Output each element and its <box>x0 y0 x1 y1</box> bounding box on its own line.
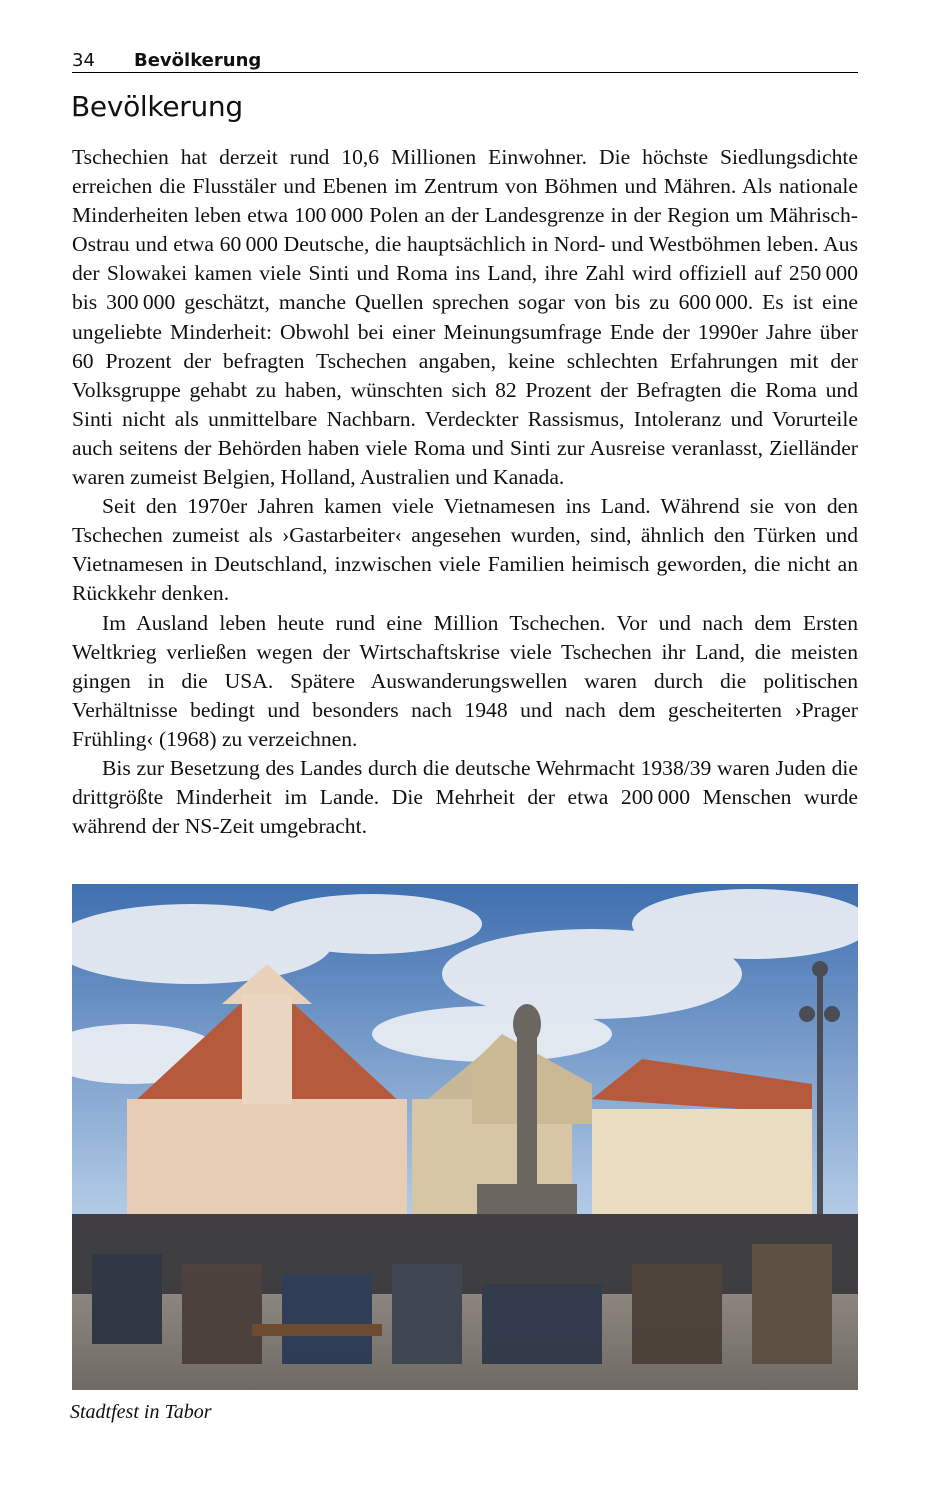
section-title: Bevölkerung <box>134 50 262 71</box>
paragraph: Im Ausland leben heute rund eine Million Tschechen. Vor und nach dem Ersten Weltkrieg verließen wegen der Wirtschaftskrise viele Tschechen ihr Land, die meisten gingen in die USA. Spätere Auswanderungswellen waren durch die politischen Verhältnisse bedingt und besonders nach 1948 und nach dem gescheiterten ›Prager Frühling‹ (1968) zu verzeichnen. <box>72 610 858 751</box>
paragraph: Bis zur Besetzung des Landes durch die deutsche Wehrmacht 1938/39 waren Juden die drittgrößte Minderheit im Lande. Die Mehrheit der etwa 200 000 Menschen wurde während der NS-Zeit umgebracht. <box>72 755 858 839</box>
chapter-heading: Bevölkerung <box>71 90 243 123</box>
paragraph: Seit den 1970er Jahren kamen viele Vietnamesen ins Land. Während sie von den Tschechen zumeist als ›Gastarbeiter‹ angesehen wurden, sind, ähnlich den Türken und Vietnamesen in Deutschland, inzwischen viele Familien heimisch geworden, die nicht an Rückkehr denken. <box>72 494 858 606</box>
running-header <box>72 46 858 73</box>
body-text <box>72 143 858 841</box>
paragraph: Tschechien hat derzeit rund 10,6 Millionen Einwohner. Die höchste Siedlungsdichte erreichen die Flusstäler und Ebenen im Zentrum von Böhmen und Mähren. Als nationale Minderheiten leben etwa 100 000 Polen an der Landesgrenze in der Region um Mährisch-Ostrau und etwa 60 000 Deutsche, die hauptsächlich in Nord- und Westböhmen leben. Aus der Slowakei kamen viele Sinti und Roma ins Land, ihre Zahl wird offiziell auf 250 000 bis 300 000 geschätzt, manche Quellen sprechen sogar von bis zu 600 000. Es ist eine ungeliebte Minderheit: Obwohl bei einer Meinungsumfrage Ende der 1990er Jahre über 60 Prozent der befragten Tschechen angaben, keine schlechten Erfahrungen mit der Volksgruppe gehabt zu haben, wünschten sich 82 Prozent der Befragten die Roma und Sinti nicht als unmittelbare Nachbarn. Verdeckter Rassismus, Intoleranz und Vorurteile auch seitens der Behörden haben viele Roma und Sinti zur Ausreise veranlasst, Zielländer waren zumeist Belgien, Holland, Australien und Kanada. <box>72 145 858 490</box>
photo-caption: Stadtfest in Tabor <box>70 1401 212 1423</box>
building-right <box>592 1059 812 1219</box>
town-square-photo <box>72 884 858 1390</box>
page-number: 34 <box>72 50 95 71</box>
